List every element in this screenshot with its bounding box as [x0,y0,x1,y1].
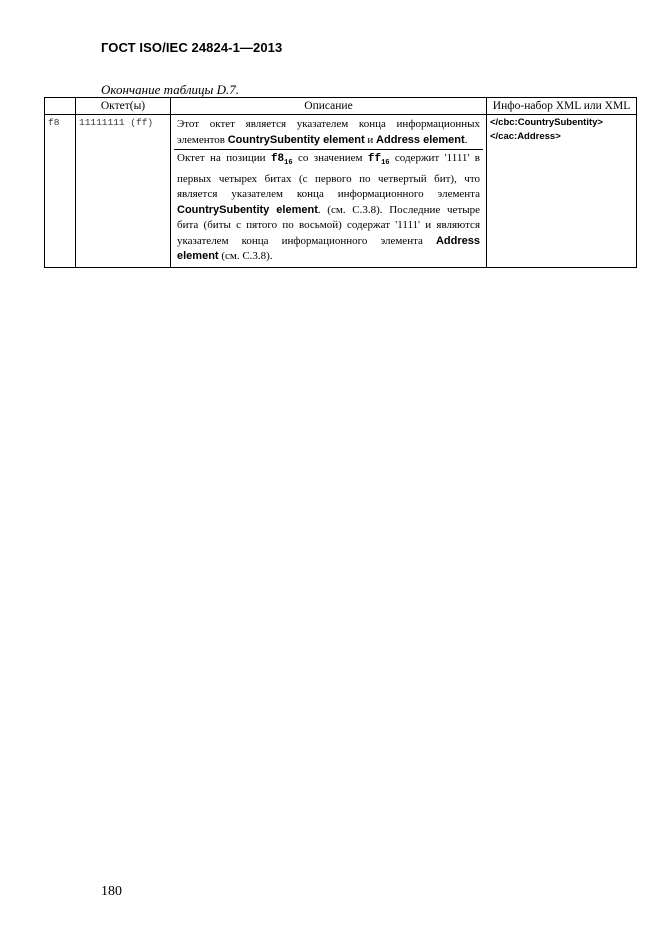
desc1-term-1: CountrySubentity element [227,133,365,146]
desc2-term-1: CountrySubentity element [177,203,318,216]
data-table [44,97,637,268]
description-cell [171,115,487,268]
table-header-row [45,98,637,115]
page-number: 180 [101,884,122,899]
desc2-text-4: . (см. С.3.8). Последние четыре бита (биты с пятого по восьмой) содержат '1111' и являются указателем конца информационного элемента [177,203,480,247]
xml-infoset-cell [487,115,637,268]
desc2-sub-2: 16 [381,159,390,168]
desc1-text-2: и [364,133,377,146]
desc1-text-1: Этот октет является указателем конца информационных элементов [177,118,480,146]
xml-end-tag-country-subentity: </cbc:CountrySubentity> [490,117,603,128]
description-paragraph-1 [174,116,483,149]
col-header-octets: Октет(ы) [76,98,171,115]
desc1-term-2: Address element [376,133,465,146]
description-paragraph-2 [174,149,483,266]
desc2-term-2: Address element [177,234,480,263]
table-caption: Окончание таблицы D.7. [101,82,239,97]
desc2-sub-1: 16 [284,159,293,168]
col-header-blank [45,98,76,115]
col-header-description: Описание [171,98,487,115]
desc1-text-3: . [464,133,468,146]
document-header: ГОСТ ISO/IEC 24824-1—2013 [101,40,283,55]
octet-hex-cell: f8 [45,115,76,268]
desc2-text-5: (см. С.3.8). [218,250,273,263]
desc2-text-1: Октет на позиции [177,152,271,164]
table-row [45,115,637,268]
col-header-xml-infoset: Инфо-набор XML или XML [487,98,637,115]
desc2-text-2: со значением [292,152,368,164]
desc2-code-2: ff [367,153,382,165]
desc2-code-1: f8 [270,153,285,165]
desc2-text-3: содержит '1111' в первых четырех битах (с первого по четвертый бит), что является указателем конца информационного элемента [177,152,480,201]
xml-end-tag-address: </cac:Address> [490,131,561,142]
octet-bits-cell: 11111111 (ff) [76,115,171,268]
